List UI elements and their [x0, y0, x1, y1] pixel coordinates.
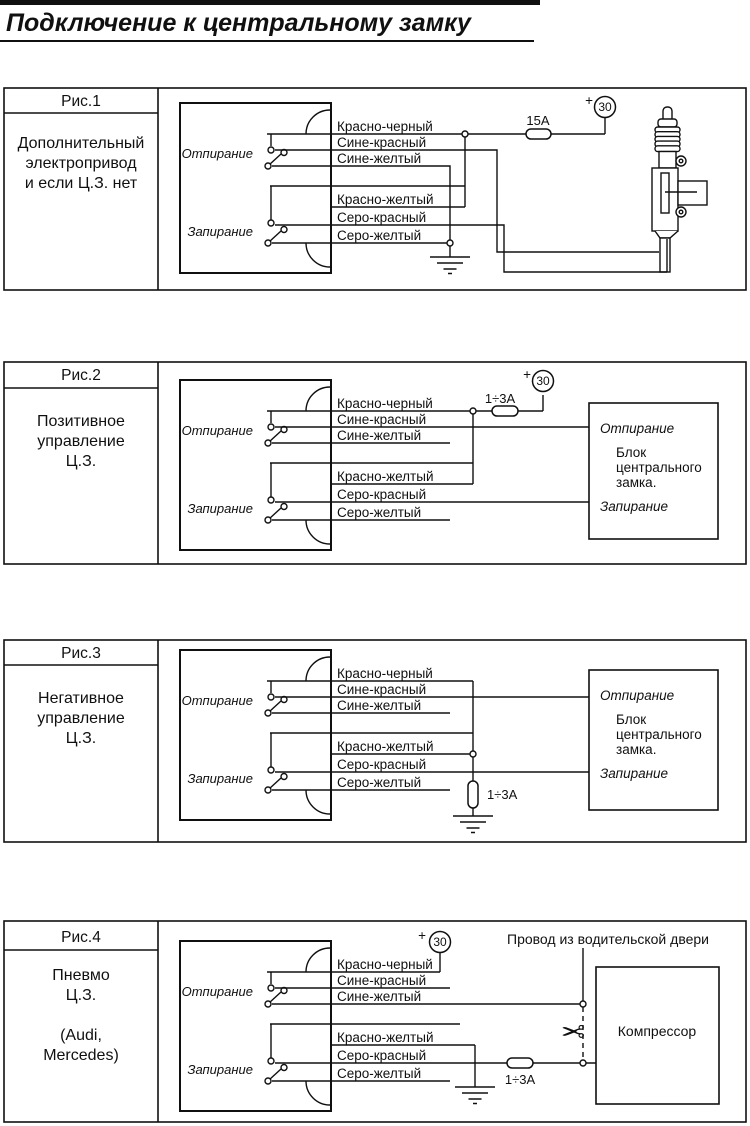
plus-sign: +	[523, 367, 531, 382]
wire-label-blue-red: Сине-красный	[337, 973, 427, 988]
caption-line: Ц.З.	[65, 987, 97, 1004]
wire-label-blue-red: Сине-красный	[337, 412, 427, 427]
block-unlock-label: Отпирание	[600, 421, 675, 436]
junction-dot	[580, 1060, 586, 1066]
unlock-switch	[265, 972, 287, 1007]
caption-line: и если Ц.З. нет	[24, 175, 138, 192]
relay-unit	[180, 650, 331, 820]
wire-label-red-yellow: Красно-желтый	[337, 469, 434, 484]
junction-dot	[462, 131, 468, 137]
wiring	[267, 371, 589, 521]
scissors-icon: ✂	[560, 1017, 586, 1049]
wire-label-gray-red: Серо-красный	[337, 487, 427, 502]
ground-icon	[453, 816, 493, 833]
wire-label-red-yellow: Красно-желтый	[337, 739, 434, 754]
actuator-icon	[652, 107, 707, 272]
compressor-label: Компрессор	[617, 1023, 697, 1039]
figure-4-ref: Рис.4	[61, 929, 101, 946]
junction-dot	[470, 751, 476, 757]
lock-label: Запирание	[187, 224, 253, 239]
caption-line: Позитивное	[37, 413, 125, 430]
central-lock-block	[589, 403, 718, 539]
wire-label-gray-yellow: Серо-желтый	[337, 505, 422, 520]
block-name-line: центрального	[616, 460, 702, 475]
fuse-1-3a-icon	[492, 406, 518, 416]
block-name-line: замка.	[616, 475, 657, 490]
wire-label-blue-yellow: Сине-желтый	[337, 428, 422, 443]
fuse-15a-label: 15A	[526, 113, 550, 128]
block-name-line: Блок	[616, 445, 647, 460]
plus-sign: +	[585, 93, 593, 108]
wire-label-red-yellow: Красно-желтый	[337, 192, 434, 207]
unlock-switch	[265, 681, 287, 716]
lock-label: Запирание	[187, 501, 253, 516]
block-lock-label: Запирание	[600, 766, 669, 781]
figure-2-diagram	[4, 362, 746, 564]
wire-label-gray-red: Серо-красный	[337, 210, 427, 225]
unlock-switch	[265, 134, 287, 169]
lock-label: Запирание	[187, 1062, 253, 1077]
wire-label-gray-yellow: Серо-желтый	[337, 1066, 422, 1081]
wire-gray-red	[275, 225, 667, 272]
wire-label-blue-red: Сине-красный	[337, 135, 427, 150]
relay-unit	[180, 103, 331, 273]
fuse-1-3a-label: 1÷3A	[484, 391, 516, 406]
caption-line: Негативное	[38, 690, 124, 707]
wire-label-gray-red: Серо-красный	[337, 1048, 427, 1063]
wire-label-red-yellow: Красно-желтый	[337, 1030, 434, 1045]
caption-line: (Audi,	[60, 1027, 102, 1044]
block-name-line: центрального	[616, 727, 702, 742]
wire-label-blue-red: Сине-красный	[337, 682, 427, 697]
wire-label-red-black: Красно-черный	[337, 119, 433, 134]
wire-label-red-black: Красно-черный	[337, 957, 433, 972]
caption-line: Пневмо	[52, 967, 110, 984]
figure-4-frame	[4, 921, 746, 1122]
block-name-line: Блок	[616, 712, 647, 727]
caption-line: управление	[37, 433, 125, 450]
terminal-30-label: 30	[536, 374, 550, 388]
block-name-line: замка.	[616, 742, 657, 757]
junction-dot	[447, 240, 453, 246]
lock-label: Запирание	[187, 771, 253, 786]
wire-loop-arc	[306, 110, 330, 134]
figure-2-ref: Рис.2	[61, 367, 101, 384]
wire-red-black	[267, 118, 605, 134]
plus-sign: +	[418, 928, 426, 943]
wire-loop-arc	[306, 243, 330, 267]
caption-line: Дополнительный	[17, 135, 145, 152]
wire-label-blue-yellow: Сине-желтый	[337, 989, 422, 1004]
fuse-1-3a-label: 1÷3A	[487, 787, 518, 802]
wiring	[267, 97, 667, 274]
caption-line: Mercedes)	[43, 1047, 119, 1064]
block-unlock-label: Отпирание	[600, 688, 675, 703]
ground-icon	[455, 1087, 495, 1104]
terminal-30-label: 30	[433, 935, 447, 949]
fuse-15a-icon	[526, 129, 551, 139]
unlock-label: Отпирание	[181, 984, 253, 999]
door-wire-label: Провод из водительской двери	[507, 931, 709, 947]
unlock-switch	[265, 411, 287, 446]
caption-line: Ц.З.	[65, 730, 97, 747]
block-lock-label: Запирание	[600, 499, 669, 514]
caption-line: Ц.З.	[65, 453, 97, 470]
caption-line: управление	[37, 710, 125, 727]
wire-label-gray-yellow: Серо-желтый	[337, 775, 422, 790]
fuse-1-3a-icon	[507, 1058, 533, 1068]
figure-3-ref: Рис.3	[61, 645, 101, 662]
compressor-block	[596, 967, 719, 1104]
wire-label-blue-yellow: Сине-желтый	[337, 151, 422, 166]
figure-1-ref: Рис.1	[61, 93, 101, 110]
relay-unit	[180, 380, 331, 550]
figure-3-diagram	[4, 640, 746, 842]
junction-dot	[470, 408, 476, 414]
page-title: Подключение к центральному замку	[6, 9, 471, 37]
fuse-1-3a-icon	[468, 781, 478, 808]
figure-4-diagram	[4, 921, 746, 1122]
unlock-label: Отпирание	[181, 693, 253, 708]
caption-line: электропривод	[25, 155, 137, 172]
ground-icon	[430, 257, 470, 274]
wire-label-gray-red: Серо-красный	[337, 757, 427, 772]
wire-label-gray-yellow: Серо-желтый	[337, 228, 422, 243]
wire-label-red-black: Красно-черный	[337, 666, 433, 681]
junction-dot	[580, 1001, 586, 1007]
figure-1-diagram	[4, 88, 746, 290]
terminal-30-label: 30	[598, 100, 612, 114]
relay-unit	[180, 941, 331, 1111]
fuse-1-3a-label: 1÷3A	[504, 1072, 536, 1087]
wire-label-red-black: Красно-черный	[337, 396, 433, 411]
central-lock-block	[589, 670, 718, 810]
unlock-label: Отпирание	[181, 423, 253, 438]
wire-label-blue-yellow: Сине-желтый	[337, 698, 422, 713]
unlock-label: Отпирание	[181, 146, 253, 161]
